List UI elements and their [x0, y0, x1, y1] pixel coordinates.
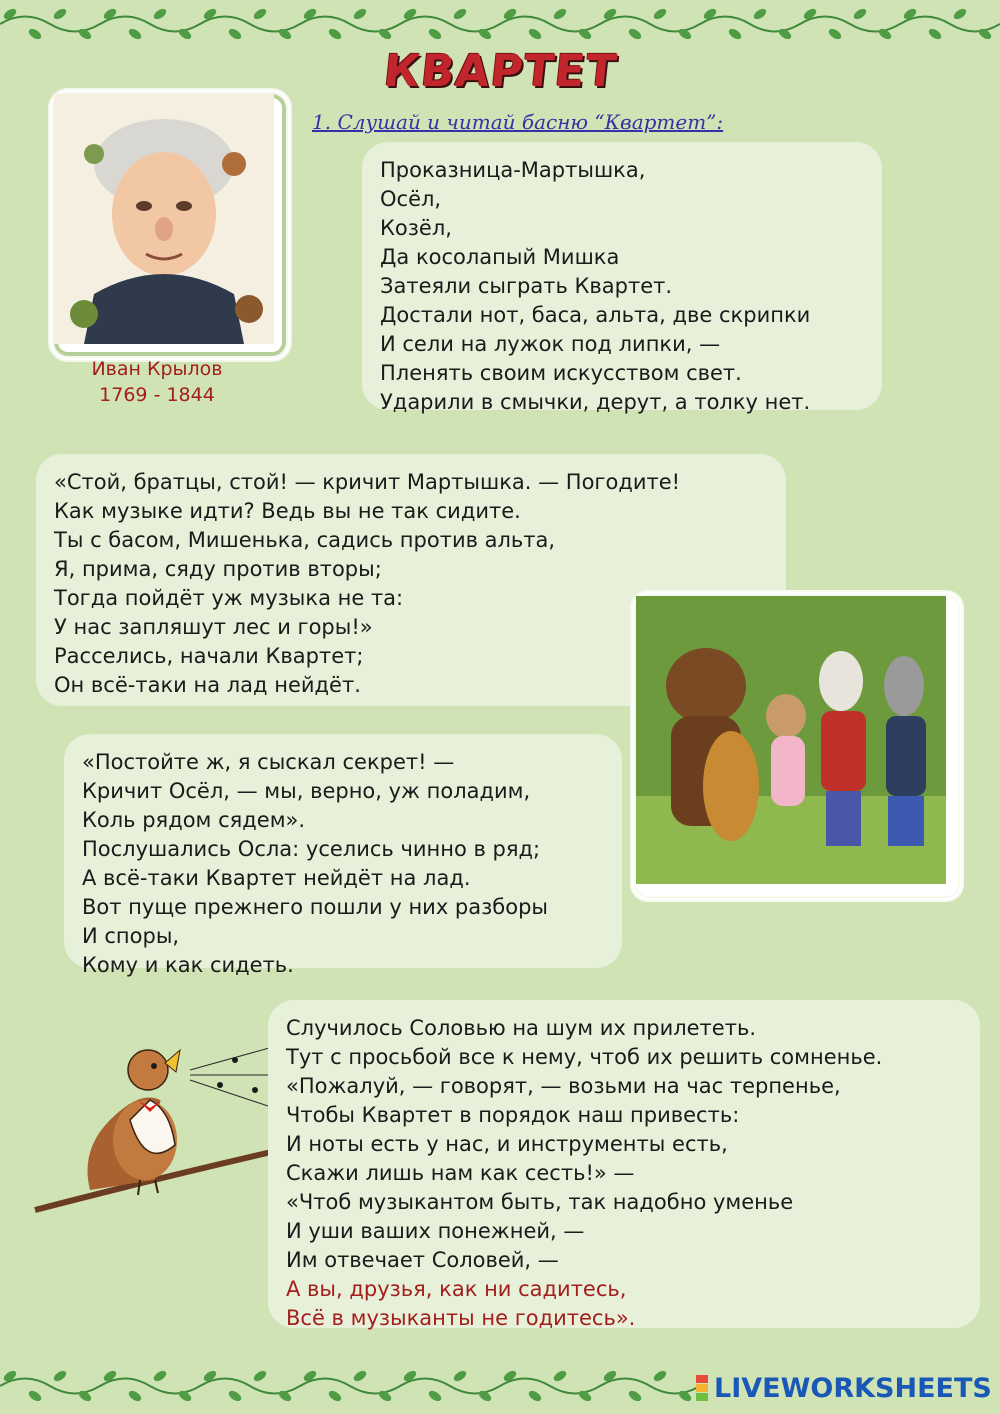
verse-line: Им отвечает Соловей, —: [286, 1248, 559, 1272]
verse-line: Послушались Осла: уселись чинно в ряд;: [82, 837, 541, 861]
leaf-icon: [327, 27, 343, 42]
verse-line: Осёл,: [380, 187, 442, 211]
leaf-icon: [452, 7, 468, 22]
author-name: Иван Крылов: [91, 358, 223, 380]
verse-line: Кому и как сидеть.: [82, 953, 294, 977]
verse-line: Скажи лишь нам как сесть!» —: [286, 1161, 635, 1185]
verse-line: Ударили в смычки, дерут, а толку нет.: [380, 390, 811, 414]
leaf-icon: [527, 1389, 543, 1404]
moral-line: А вы, друзья, как ни садитесь,: [286, 1277, 627, 1301]
verse-line: Козёл,: [380, 216, 452, 240]
stanza-4: [268, 1000, 980, 1328]
leaf-icon: [127, 1389, 143, 1404]
verse-line: Расселись, начали Квартет;: [54, 644, 364, 668]
verse-line: И уши ваших понежней, —: [286, 1219, 585, 1243]
author-years: 1769 - 1844: [99, 384, 215, 406]
leaf-icon: [852, 7, 868, 22]
leaf-icon: [927, 27, 943, 42]
author-portrait: [48, 88, 292, 362]
leaf-icon: [652, 7, 668, 22]
verse-line: Тогда пойдёт уж музыка не та:: [54, 586, 404, 610]
verse-line: Кричит Осёл, — мы, верно, уж поладим,: [82, 779, 531, 803]
verse-line: Проказница-Мартышка,: [380, 158, 646, 182]
leaf-icon: [27, 27, 43, 42]
verse-line: Случилось Соловью на шум их прилететь.: [286, 1016, 756, 1040]
leaf-icon: [252, 7, 268, 22]
verse-line: Достали нот, баса, альта, две скрипки: [380, 303, 811, 327]
verse-line: Затеяли сыграть Квартет.: [380, 274, 673, 298]
leaf-icon: [52, 1369, 68, 1384]
leaf-icon: [127, 27, 143, 42]
leaf-icon: [352, 7, 368, 22]
leaf-icon: [227, 1389, 243, 1404]
stanza-3: [64, 734, 622, 977]
leaf-icon: [52, 7, 68, 22]
leaf-icon: [27, 1389, 43, 1404]
leaf-icon: [152, 1369, 168, 1384]
verse-line: Тут с просьбой все к нему, чтоб их решить сомненье.: [286, 1045, 883, 1069]
verse-line: «Стой, братцы, стой! — кричит Мартышка. — Погодите!: [54, 470, 681, 494]
verse-line: «Постойте ж, я сыскал секрет! —: [82, 750, 455, 774]
leaf-icon: [827, 27, 843, 42]
leaf-icon: [327, 1389, 343, 1404]
leaf-icon: [627, 1389, 643, 1404]
stanza-1: [362, 142, 882, 414]
verse-line: Пленять своим искусством свет.: [380, 361, 742, 385]
leaf-icon: [152, 7, 168, 22]
leaf-icon: [727, 27, 743, 42]
leaf-icon: [752, 7, 768, 22]
leaf-icon: [427, 1389, 443, 1404]
moral-line: Всё в музыканты не годитесь».: [286, 1306, 636, 1330]
verse-line: Я, прима, сяду против вторы;: [54, 557, 382, 581]
leaf-icon: [952, 7, 968, 22]
leaf-icon: [352, 1369, 368, 1384]
quartet-illustration: [630, 590, 964, 902]
verse-line: У нас запляшут лес и горы!»: [54, 615, 373, 639]
verse-line: Он всё-таки на лад нейдёт.: [54, 673, 361, 697]
leaf-icon: [527, 27, 543, 42]
verse-line: Ты с басом, Мишенька, садись против альта,: [54, 528, 556, 552]
leaf-icon: [552, 1369, 568, 1384]
verse-line: Вот пуще прежнего пошли у них разборы: [82, 895, 548, 919]
leaf-icon: [252, 1369, 268, 1384]
task-instruction: 1. Слушай и читай басню “Квартет”:: [312, 110, 724, 134]
liveworksheets-logo-icon: [696, 1375, 708, 1401]
portrait-illustration: [54, 94, 274, 344]
leaf-icon: [627, 27, 643, 42]
vine-border-top: [0, 4, 1000, 44]
liveworksheets-logo[interactable]: [696, 1372, 992, 1404]
verse-line: «Чтоб музыкантом быть, так надобно уменье: [286, 1190, 794, 1214]
verse-line: Коль рядом сядем».: [82, 808, 306, 832]
verse-line: И споры,: [82, 924, 180, 948]
leaf-icon: [227, 27, 243, 42]
leaf-icon: [652, 1369, 668, 1384]
quartet-picture: [636, 596, 946, 884]
nightingale-illustration: [30, 1030, 290, 1220]
verse-line: «Пожалуй, — говорят, — возьми на час терпенье,: [286, 1074, 841, 1098]
page-title: КВАРТЕТ: [381, 46, 620, 97]
logo-text: LIVEWORKSHEETS: [714, 1372, 992, 1404]
leaf-icon: [427, 27, 443, 42]
verse-line: И ноты есть у нас, и инструменты есть,: [286, 1132, 728, 1156]
verse-line: Как музыке идти? Ведь вы не так сидите.: [54, 499, 521, 523]
verse-line: Чтобы Квартет в порядок наш привесть:: [286, 1103, 740, 1127]
leaf-icon: [452, 1369, 468, 1384]
verse-line: А всё-таки Квартет нейдёт на лад.: [82, 866, 471, 890]
verse-line: И сели на лужок под липки, —: [380, 332, 721, 356]
leaf-icon: [552, 7, 568, 22]
verse-line: Да косолапый Мишка: [380, 245, 620, 269]
